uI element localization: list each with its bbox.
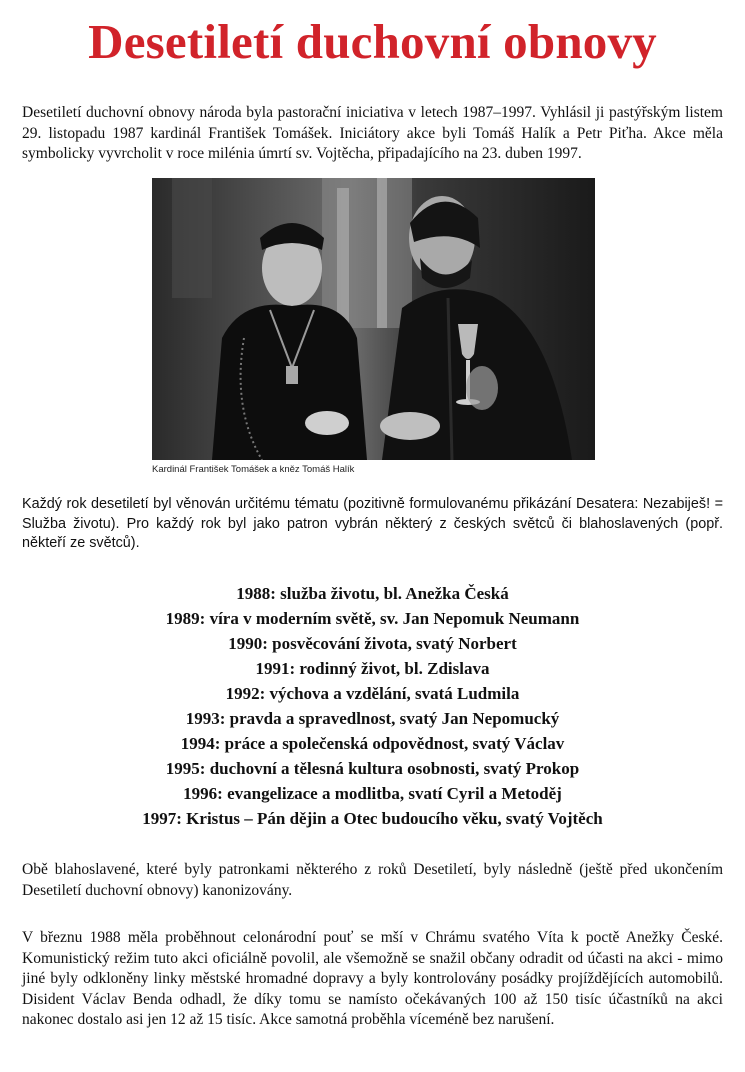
- photo-caption: Kardinál František Tomášek a kněz Tomáš Halík: [152, 464, 355, 475]
- saints-note-paragraph: Obě blahoslavené, které byly patronkami některého z roků Desetiletí, byly následně (ještě před ukončením Desetiletí duchovní obnovy) kanonizovány.: [22, 861, 723, 899]
- year-topic-item: 1989: víra v moderním světě, sv. Jan Nepomuk Neumann: [165, 609, 580, 628]
- yearly-topics-list: [0, 581, 745, 831]
- intro-paragraph: Desetiletí duchovní obnovy národa byla pastorační iniciativa v letech 1987–1997. Vyhlásil ji pastýřským listem 29. listopadu 1987 kardinál František Tomášek. Iniciátory akce byli Tomáš Halík a Petr Piťha. Akce měla symbolicky vyvrcholit v roce milénia úmrtí sv. Vojtěcha, připadajícího na 23. duben 1997.: [22, 104, 723, 162]
- year-topic-item: 1994: práce a společenská odpovědnost, svatý Václav: [180, 734, 565, 753]
- year-topic-item: 1991: rodinný život, bl. Zdislava: [255, 659, 490, 678]
- year-topic-item: 1993: pravda a spravedlnost, svatý Jan Nepomucký: [185, 709, 560, 728]
- year-topic-item: 1997: Kristus – Pán dějin a Otec budoucího věku, svatý Vojtěch: [142, 809, 603, 828]
- topics-intro-paragraph: Každý rok desetiletí byl věnován určitému tématu (pozitivně formulovanému přikázání Desatera: Nezabiješ! = Služba životu). Pro každý rok byl jako patron vybrán některý z českých světců či blahoslavených (popř. někteří ze světců).: [22, 496, 723, 551]
- year-topic-item: 1990: posvěcování života, svatý Norbert: [228, 634, 517, 653]
- year-topic-item: 1988: služba životu, bl. Anežka Česká: [236, 584, 509, 603]
- year-topic-item: 1996: evangelizace a modlitba, svatí Cyril a Metoděj: [183, 784, 562, 803]
- photo-tomasek-halik: [152, 178, 595, 460]
- year-topic-item: 1995: duchovní a tělesná kultura osobnosti, svatý Prokop: [165, 759, 580, 778]
- page-title: Desetiletí duchovní obnovy: [88, 14, 657, 69]
- pilgrimage-paragraph: V březnu 1988 měla proběhnout celonárodní pouť se mší v Chrámu svatého Víta k poctě Anežky České. Komunistický režim tuto akci oficiálně povolil, ale všemožně se snažil občany odradit od účasti na akci - mimo jiné byly odkloněny linky městské hromadné dopravy a byly kontrolovány posádky projíždějících automobilů. Disident Václav Benda odhadl, že díky tomu se namísto očekávaných 100 až 150 tisíc účastníků na akci nakonec dostalo asi jen 12 až 15 tisíc. Akce samotná proběhla víceméně bez narušení.: [22, 929, 723, 1028]
- year-topic-item: 1992: výchova a vzdělání, svatá Ludmila: [225, 684, 520, 703]
